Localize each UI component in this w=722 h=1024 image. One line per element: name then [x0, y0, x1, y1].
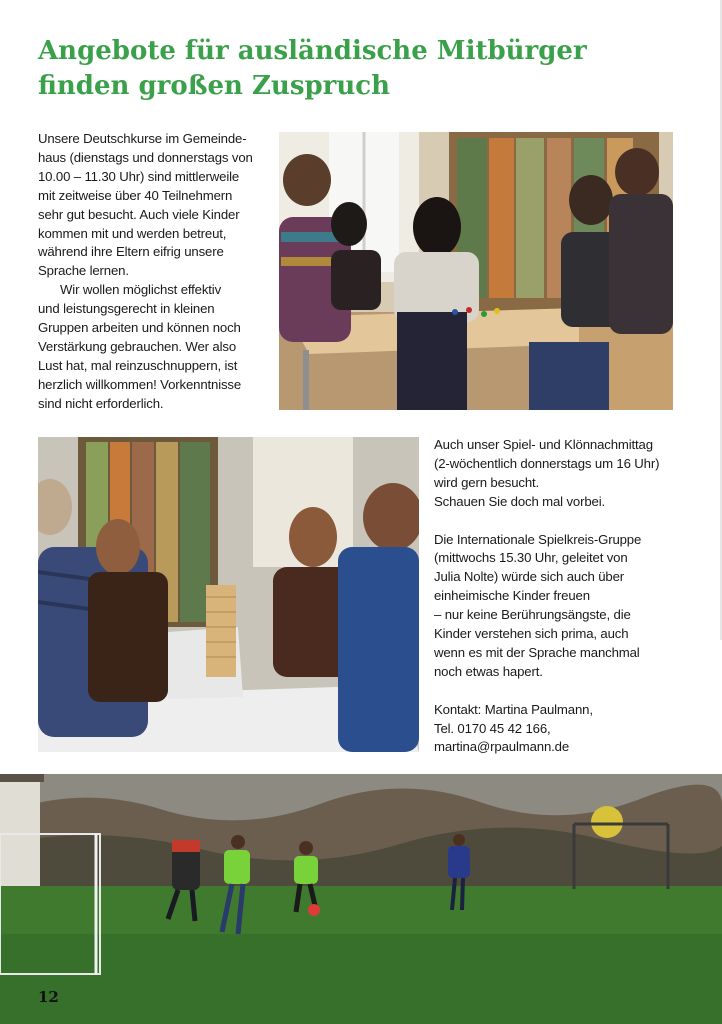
headline-line-1: Angebote für ausländische Mitbürger: [38, 36, 587, 66]
page-number: 12: [38, 988, 59, 1006]
text-line: Die Internationale Spielkreis-Gruppe: [434, 531, 642, 547]
photo-stacking-game: [38, 437, 419, 752]
text-line: noch etwas hapert.: [434, 663, 543, 679]
text-line: sind nicht erforderlich.: [38, 395, 164, 411]
right-text-column: [434, 436, 694, 757]
text-line: 10.00 – 11.30 Uhr) sind mittlerweile: [38, 168, 240, 184]
text-line: Gruppen arbeiten und können noch: [38, 320, 241, 336]
article-headline: [38, 34, 678, 104]
text-line: während ihre Eltern eifrig unsere: [38, 244, 224, 260]
text-line: Wir wollen möglichst effektiv: [60, 282, 222, 298]
photo-board-game-group: [279, 132, 673, 410]
text-line: einheimische Kinder freuen: [434, 588, 590, 604]
text-line: Kinder verstehen sich prima, auch: [434, 626, 629, 642]
text-line: Verstärkung gebrauchen. Wer also: [38, 338, 237, 354]
text-line: haus (dienstags und donnerstags von: [38, 149, 253, 165]
left-text-column: [38, 130, 274, 414]
headline-line-2: finden großen Zuspruch: [38, 71, 390, 101]
paragraph-gap: [434, 512, 694, 531]
text-line: wenn es mit der Sprache manchmal: [434, 644, 640, 660]
text-line: kommen mit und werden betreut,: [38, 225, 227, 241]
text-line: (2-wöchentlich donnerstags um 16 Uhr): [434, 455, 660, 471]
text-line: Schauen Sie doch mal vorbei.: [434, 493, 606, 509]
paragraph-gap: [434, 682, 694, 701]
text-line: sehr gut besucht. Auch viele Kinder: [38, 206, 240, 222]
text-line: Lust hat, mal reinzuschnuppern, ist: [38, 357, 238, 373]
text-line: – nur keine Berührungsängste, die: [434, 607, 631, 623]
text-line: Julia Nolte) würde sich auch über: [434, 569, 625, 585]
text-line: Unsere Deutschkurse im Gemeinde-: [38, 131, 247, 146]
contact-phone: Tel. 0170 45 42 166,: [434, 720, 551, 736]
text-line: (mittwochs 15.30 Uhr, geleitet von: [434, 550, 628, 566]
text-line: Auch unser Spiel- und Klönnachmittag: [434, 437, 653, 452]
text-line: und leistungsgerecht in kleinen: [38, 301, 215, 317]
text-line: mit zeitweise über 40 Teilnehmern: [38, 187, 233, 203]
photo-children-football: [0, 774, 722, 1024]
text-line: wird gern besucht.: [434, 474, 540, 490]
contact-name: Kontakt: Martina Paulmann,: [434, 701, 593, 717]
text-line: Sprache lernen.: [38, 263, 129, 279]
contact-email: martina@rpaulmann.de: [434, 739, 570, 755]
text-line: herzlich willkommen! Vorkenntnisse: [38, 376, 242, 392]
